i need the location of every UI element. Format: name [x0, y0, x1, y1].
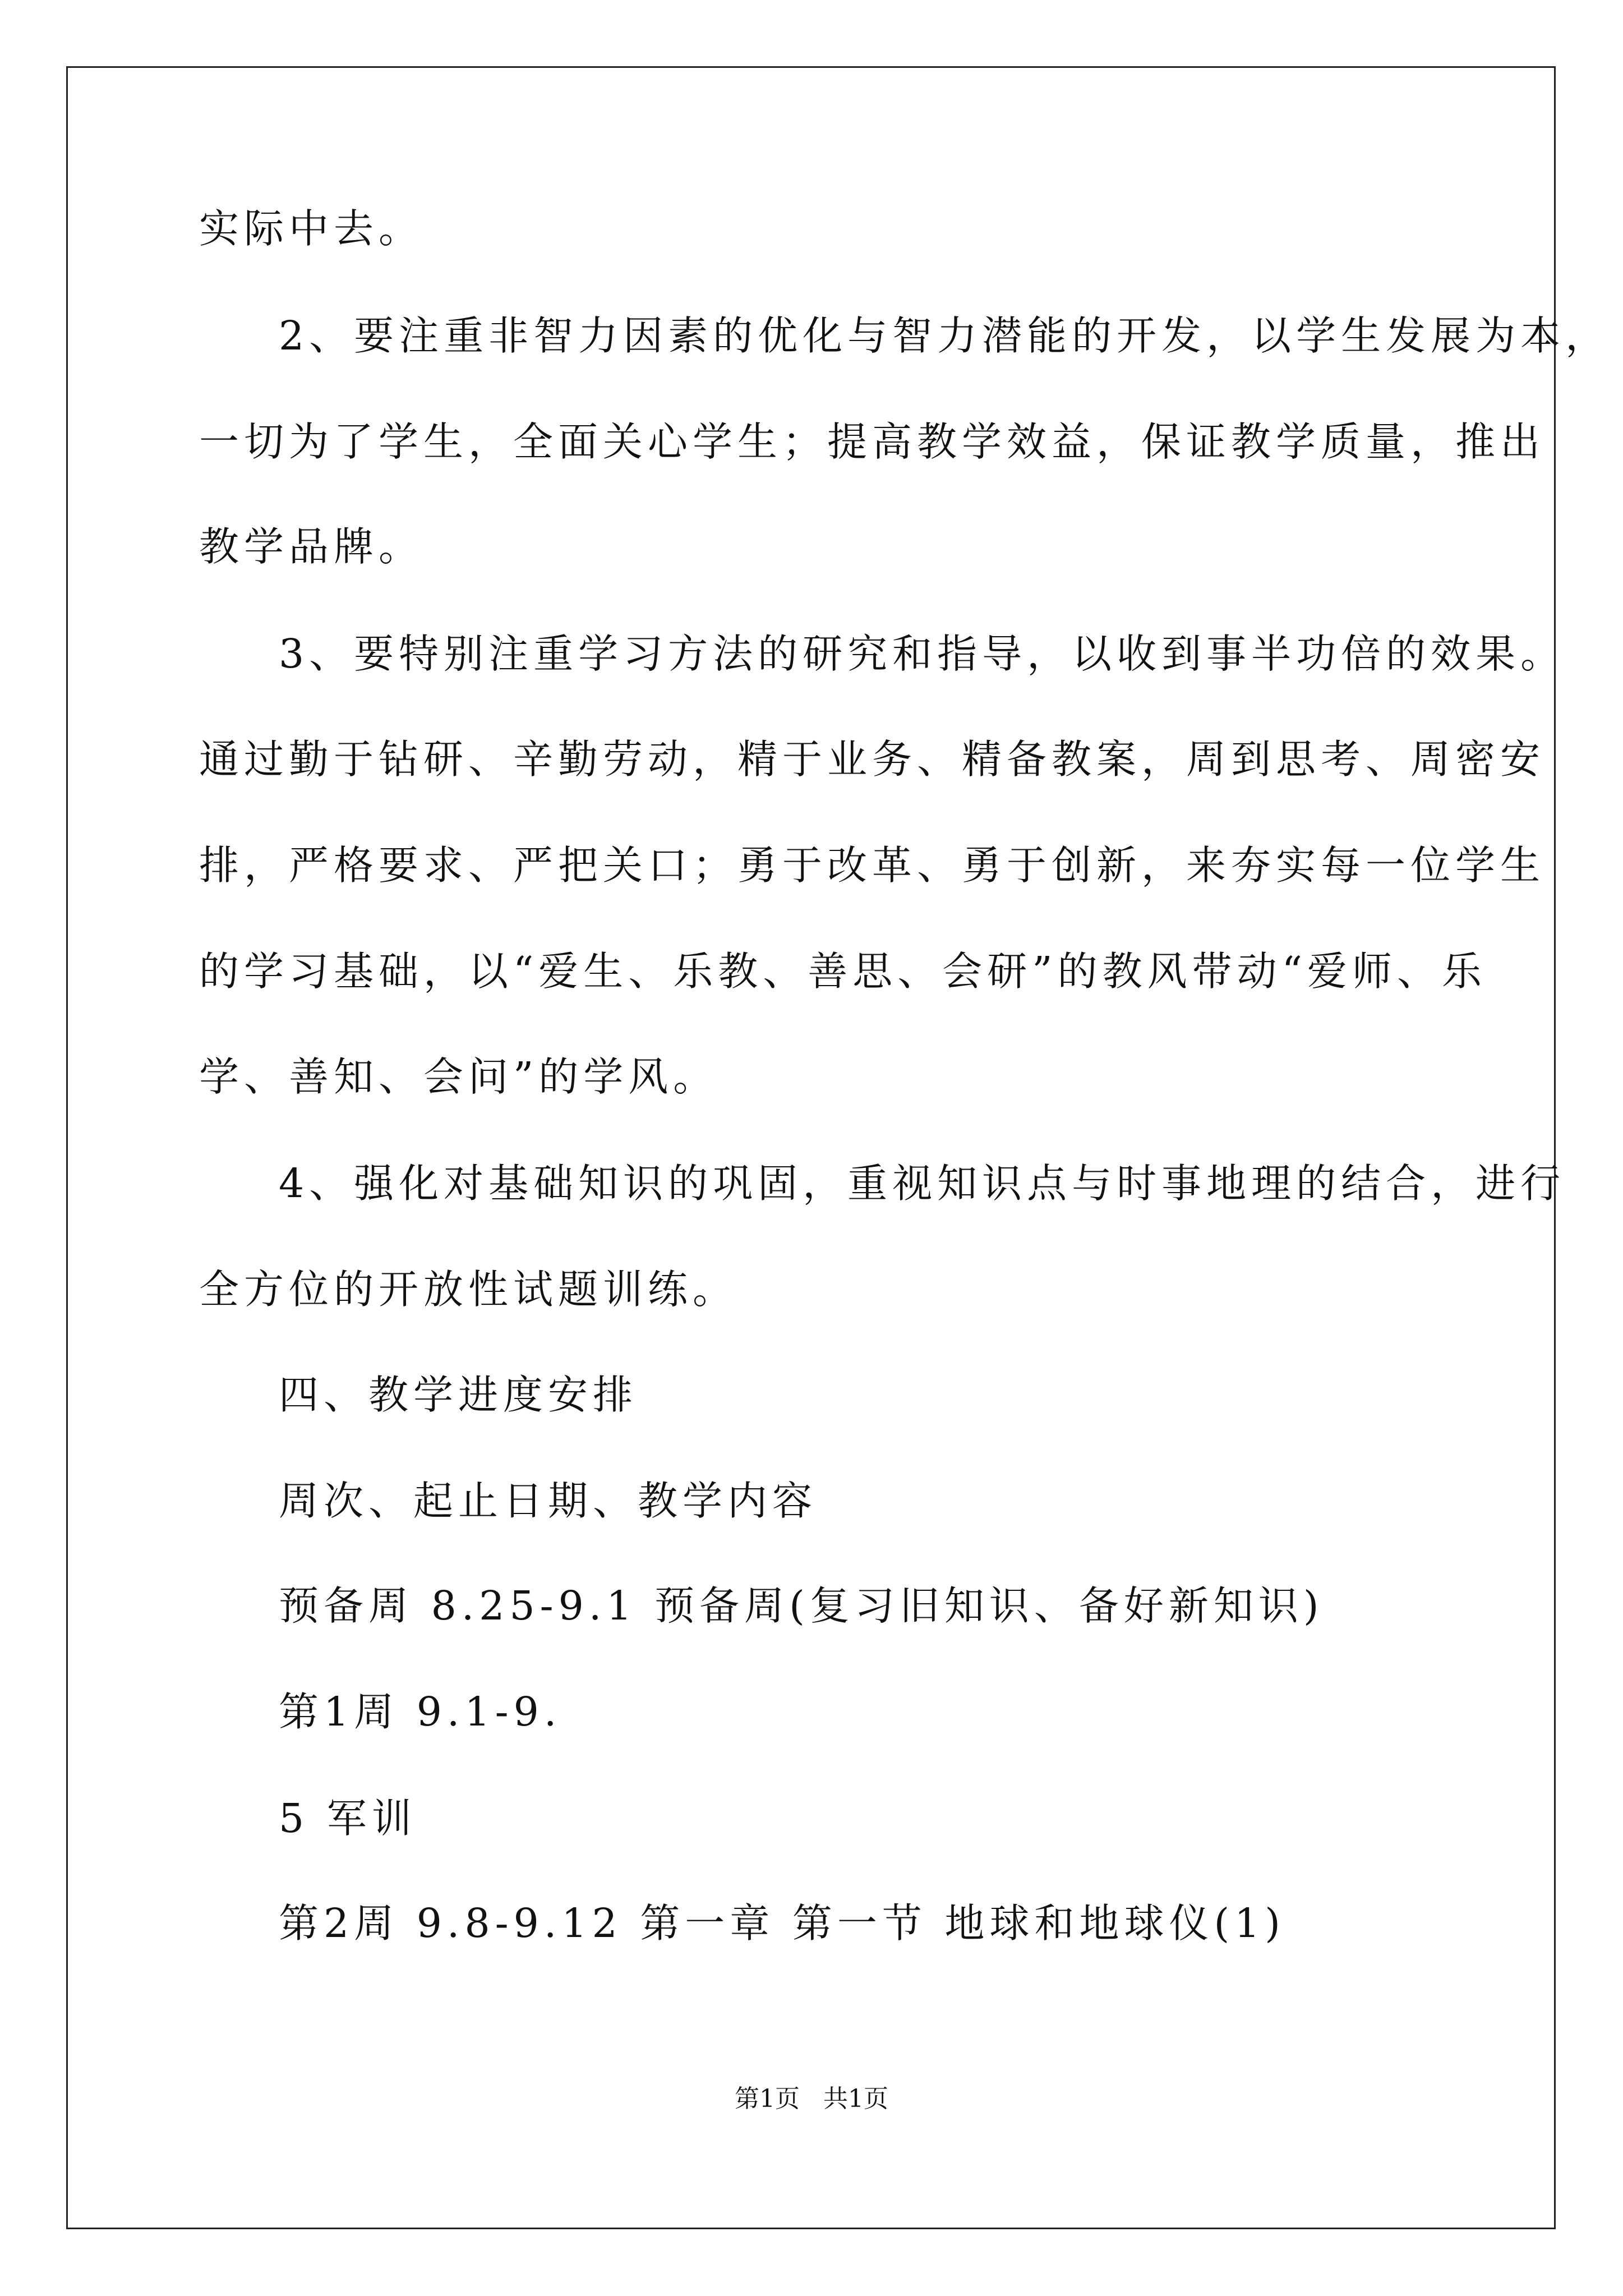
page-footer: 第1页 共1页 [735, 2085, 888, 2113]
section-heading: 四、教学进度安排 [279, 1372, 638, 1418]
text-line: 通过勤于钻研、辛勤劳动，精于业务、精备教案，周到思考、周密安 [199, 736, 1546, 783]
text-line: 排，严格要求、严把关口；勇于改革、勇于创新，来夯实每一位学生 [199, 842, 1546, 889]
text-line: 学、善知、会问”的学风。 [199, 1053, 718, 1100]
text-line: 3、要特别注重学习方法的研究和指导，以收到事半功倍的效果。 [279, 631, 1566, 677]
text-line: 2、要注重非智力因素的优化与智力潜能的开发，以学生发展为本， [279, 312, 1611, 359]
text-line: 4、强化对基础知识的巩固，重视知识点与时事地理的结合，进行 [279, 1160, 1566, 1207]
text-line: 第1周 9.1-9. [279, 1688, 562, 1735]
text-line: 一切为了学生，全面关心学生；提高教学效益，保证教学质量，推出 [199, 418, 1546, 465]
text-line: 教学品牌。 [199, 523, 424, 570]
text-line: 5 军训 [279, 1795, 417, 1842]
text-line: 周次、起止日期、教学内容 [279, 1478, 818, 1524]
text-line: 第2周 9.8-9.12 第一章 第一节 地球和地球仪(1) [279, 1900, 1286, 1947]
text-line: 实际中去。 [199, 205, 424, 252]
text-line: 预备周 8.25-9.1 预备周(复习旧知识、备好新知识) [279, 1582, 1324, 1629]
text-line: 的学习基础，以“爱生、乐教、善思、会研”的教风带动“爱师、乐 [199, 948, 1487, 995]
text-line: 全方位的开放性试题训练。 [199, 1266, 738, 1313]
